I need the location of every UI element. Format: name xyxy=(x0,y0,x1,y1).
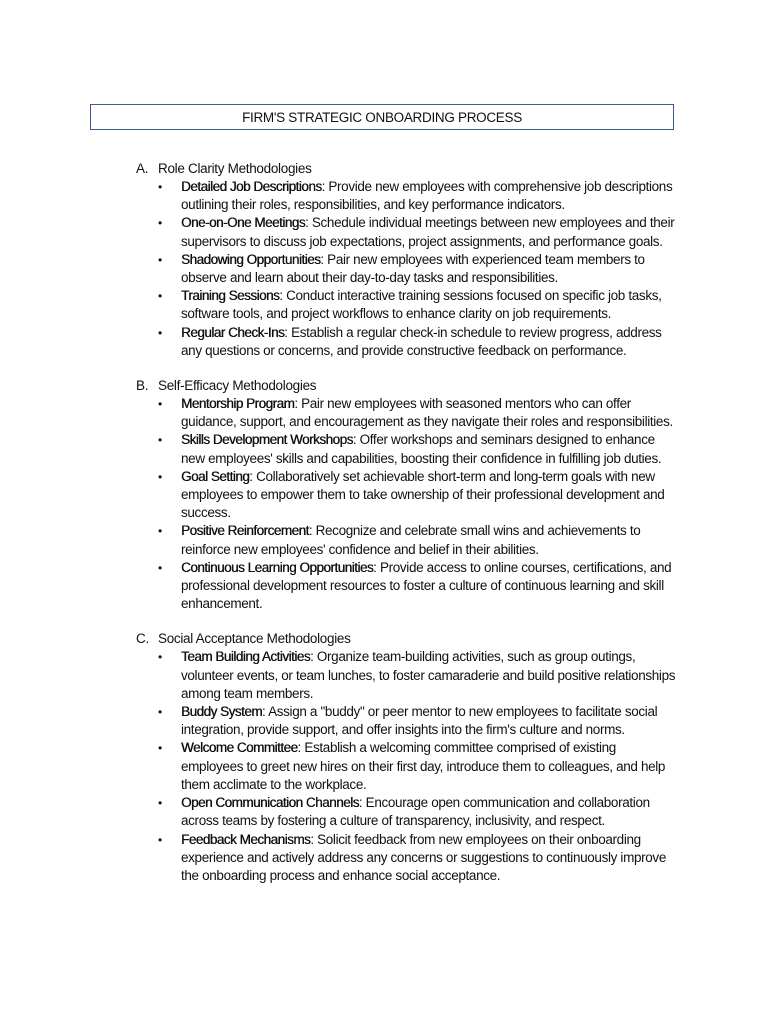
bullet-icon: • xyxy=(158,469,162,484)
document-body xyxy=(0,160,768,902)
item-description: : Conduct interactive training sessions focused on specific job tasks, software tools, and project workflows to enhance clarity on job requirements. xyxy=(181,288,662,322)
item-term: Goal Setting xyxy=(181,468,250,484)
item-description: : Encourage open communication and collaboration across teams by fostering a culture of transparency, inclusivity, and respect. xyxy=(181,795,650,829)
section-letter: C. xyxy=(136,631,149,647)
list-item xyxy=(0,287,768,323)
item-description: : Establish a regular check-in schedule to review progress, address any questions or concerns, and provide constructive feedback on performance. xyxy=(181,324,662,358)
item-description: : Pair new employees with seasoned mentors who can offer guidance, support, and encouragement as they navigate their roles and responsibilities. xyxy=(181,396,673,430)
section-heading xyxy=(0,630,768,648)
item-term: One-on-One Meetings xyxy=(181,215,306,231)
item-description: : Assign a "buddy" or peer mentor to new employees to facilitate social integration, provide support, and offer insights into the firm's culture and norms. xyxy=(181,704,658,738)
section-title: Social Acceptance Methodologies xyxy=(158,631,351,647)
list-item xyxy=(0,324,768,360)
bullet-icon: • xyxy=(158,560,162,575)
item-term: Positive Reinforcement xyxy=(181,523,309,539)
list-item xyxy=(0,794,768,830)
item-term: Continuous Learning Opportunities xyxy=(181,559,374,575)
list-item xyxy=(0,178,768,214)
item-term: Feedback Mechanisms xyxy=(181,831,311,847)
item-description: : Collaboratively set achievable short-term and long-term goals with new employees to empower them to take ownership of their professional development and success. xyxy=(181,468,665,521)
item-description: : Recognize and celebrate small wins and achievements to reinforce new employees' confidence and belief in their abilities. xyxy=(181,523,641,557)
bullet-icon: • xyxy=(158,216,162,231)
section-letter: A. xyxy=(136,161,149,176)
list-item xyxy=(0,251,768,287)
list-item xyxy=(0,739,768,794)
section-role-clarity xyxy=(0,160,768,360)
item-term: Detailed Job Descriptions xyxy=(181,179,322,194)
item-term: Mentorship Program xyxy=(181,396,295,412)
list-item xyxy=(0,648,768,703)
bullet-icon: • xyxy=(158,524,162,539)
item-term: Buddy System xyxy=(181,704,263,720)
list-item xyxy=(0,522,768,558)
bullet-icon: • xyxy=(158,289,162,304)
section-title: Role Clarity Methodologies xyxy=(158,161,312,176)
item-term: Open Communication Channels xyxy=(181,795,359,811)
list-item xyxy=(0,559,768,614)
section-social-acceptance xyxy=(0,630,768,885)
document-title: FIRM'S STRATEGIC ONBOARDING PROCESS xyxy=(242,109,522,125)
bullet-icon: • xyxy=(158,741,162,756)
list-item xyxy=(0,214,768,250)
section-heading xyxy=(0,160,768,178)
list-item xyxy=(0,431,768,467)
bullet-icon: • xyxy=(158,397,162,412)
methodology-list xyxy=(0,395,768,613)
item-description: : Establish a welcoming committee comprised of existing employees to greet new hires on their first day, introduce them to colleagues, and help them acclimate to the workplace. xyxy=(181,740,666,792)
bullet-icon: • xyxy=(158,650,162,665)
document-title-box xyxy=(90,104,674,130)
item-description: : Offer workshops and seminars designed to enhance new employees' skills and capabilities, boosting their confidence in fulfilling job duties. xyxy=(181,432,662,466)
item-term: Regular Check-Ins xyxy=(181,324,285,340)
list-item xyxy=(0,831,768,886)
item-term: Welcome Committee xyxy=(181,740,298,756)
list-item xyxy=(0,468,768,523)
bullet-icon: • xyxy=(158,433,162,448)
section-heading xyxy=(0,377,768,395)
item-description: : Schedule individual meetings between new employees and their supervisors to discuss job expectations, project assignments, and performance goals. xyxy=(181,215,675,249)
list-item xyxy=(0,395,768,431)
item-term: Shadowing Opportunities xyxy=(181,251,321,267)
item-term: Team Building Activities xyxy=(181,649,311,665)
bullet-icon: • xyxy=(158,252,162,267)
item-term: Skills Development Workshops xyxy=(181,432,353,448)
bullet-icon: • xyxy=(158,180,162,194)
list-item xyxy=(0,703,768,739)
bullet-icon: • xyxy=(158,796,162,811)
item-description: : Organize team-building activities, such as group outings, volunteer events, or team lunches, to foster camaraderie and build positive relationships among team members. xyxy=(181,649,676,701)
section-self-efficacy xyxy=(0,377,768,613)
item-term: Training Sessions xyxy=(181,288,280,304)
item-description: : Solicit feedback from new employees on their onboarding experience and actively address any concerns or suggestions to continuously improve the onboarding process and enhance social acceptance. xyxy=(181,831,666,883)
bullet-icon: • xyxy=(158,832,162,847)
item-description: : Provide access to online courses, certifications, and professional development resources to foster a culture of continuous learning and skill enhancement. xyxy=(181,559,672,612)
methodology-list xyxy=(0,178,768,360)
bullet-icon: • xyxy=(158,325,162,340)
section-letter: B. xyxy=(136,378,149,394)
methodology-list xyxy=(0,648,768,885)
bullet-icon: • xyxy=(158,705,162,720)
item-description: : Pair new employees with experienced team members to observe and learn about their day-to-day tasks and responsibilities. xyxy=(181,251,645,286)
item-description: : Provide new employees with comprehensive job descriptions outlining their roles, responsibilities, and key performance indicators. xyxy=(181,179,673,213)
section-title: Self-Efficacy Methodologies xyxy=(158,378,317,394)
